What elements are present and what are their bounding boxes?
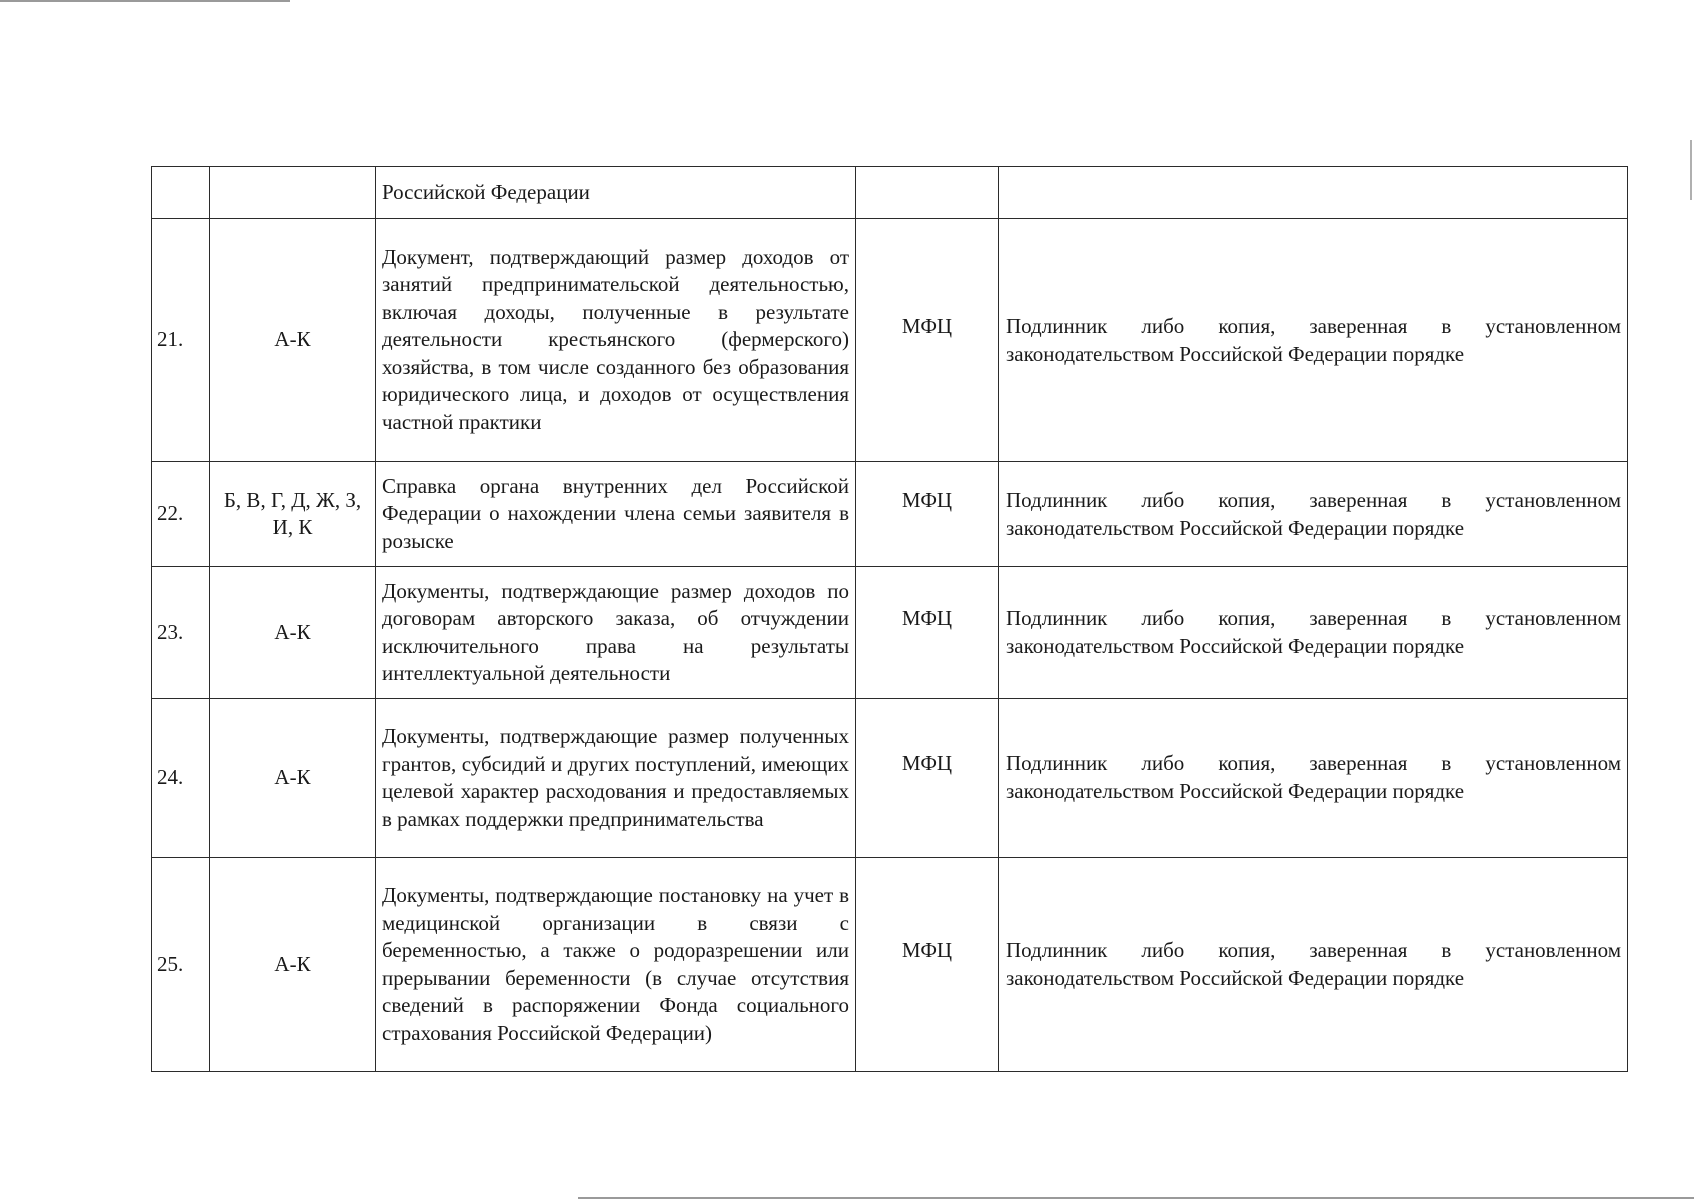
form-cell: Подлинник либо копия, заверенная в установленном законодательством Российской Федерации порядке: [999, 858, 1628, 1072]
category-text: А-К: [274, 619, 311, 644]
table-row: [152, 699, 1628, 858]
documents-table: [151, 166, 1628, 1072]
table-row: [152, 219, 1628, 462]
scan-artifact-top: [0, 0, 290, 2]
row-number-cell: 22.: [152, 462, 210, 567]
category-text: А-К: [274, 765, 311, 790]
category-cell: [210, 699, 376, 858]
source-cell: МФЦ: [856, 219, 999, 462]
document-name-cell: Документы, подтверждающие размер доходов по договорам авторского заказа, об отчуждении исключительного права на результаты интеллектуальной деятельности: [376, 567, 856, 699]
form-cell: Подлинник либо копия, заверенная в установленном законодательством Российской Федерации порядке: [999, 699, 1628, 858]
category-text: Б, В, Г, Д, Ж, З, И, К: [223, 487, 362, 539]
scan-artifact-bottom: [578, 1197, 1694, 1199]
document-name-cell: Документы, подтверждающие постановку на учет в медицинской организации в связи с беременностью, а также о родоразрешении или прерывании беременности (в случае отсутствия сведений в распоряжении Фонда социального страхования Российской Федерации): [376, 858, 856, 1072]
table-row-continuation: [152, 167, 1628, 219]
scan-artifact-right: [1690, 140, 1692, 200]
source-cell: [856, 167, 999, 219]
document-name-cell: Российской Федерации: [376, 167, 856, 219]
category-text: А-К: [274, 951, 311, 976]
source-cell: МФЦ: [856, 462, 999, 567]
category-cell: [210, 219, 376, 462]
form-cell: Подлинник либо копия, заверенная в установленном законодательством Российской Федерации порядке: [999, 567, 1628, 699]
row-number-cell: 24.: [152, 699, 210, 858]
source-cell: МФЦ: [856, 699, 999, 858]
form-cell: Подлинник либо копия, заверенная в установленном законодательством Российской Федерации порядке: [999, 219, 1628, 462]
row-number-cell: [152, 167, 210, 219]
category-cell: [210, 858, 376, 1072]
category-cell: [210, 167, 376, 219]
source-cell: МФЦ: [856, 858, 999, 1072]
document-name-cell: Документы, подтверждающие размер полученных грантов, субсидий и других поступлений, имеющих целевой характер расходования и предоставляемых в рамках поддержки предпринимательства: [376, 699, 856, 858]
table-row: [152, 567, 1628, 699]
table-row: [152, 462, 1628, 567]
document-name-cell: Документ, подтверждающий размер доходов от занятий предпринимательской деятельностью, включая доходы, полученные в результате деятельности крестьянского (фермерского) хозяйства, в том числе созданного без образования юридического лица, и доходов от осуществления частной практики: [376, 219, 856, 462]
category-text: А-К: [274, 327, 311, 352]
form-cell: Подлинник либо копия, заверенная в установленном законодательством Российской Федерации порядке: [999, 462, 1628, 567]
form-cell: [999, 167, 1628, 219]
category-cell: [210, 462, 376, 567]
row-number-cell: 23.: [152, 567, 210, 699]
row-number-cell: 25.: [152, 858, 210, 1072]
category-cell: [210, 567, 376, 699]
source-cell: МФЦ: [856, 567, 999, 699]
row-number-cell: 21.: [152, 219, 210, 462]
table-row: [152, 858, 1628, 1072]
document-name-cell: Справка органа внутренних дел Российской Федерации о нахождении члена семьи заявителя в розыске: [376, 462, 856, 567]
